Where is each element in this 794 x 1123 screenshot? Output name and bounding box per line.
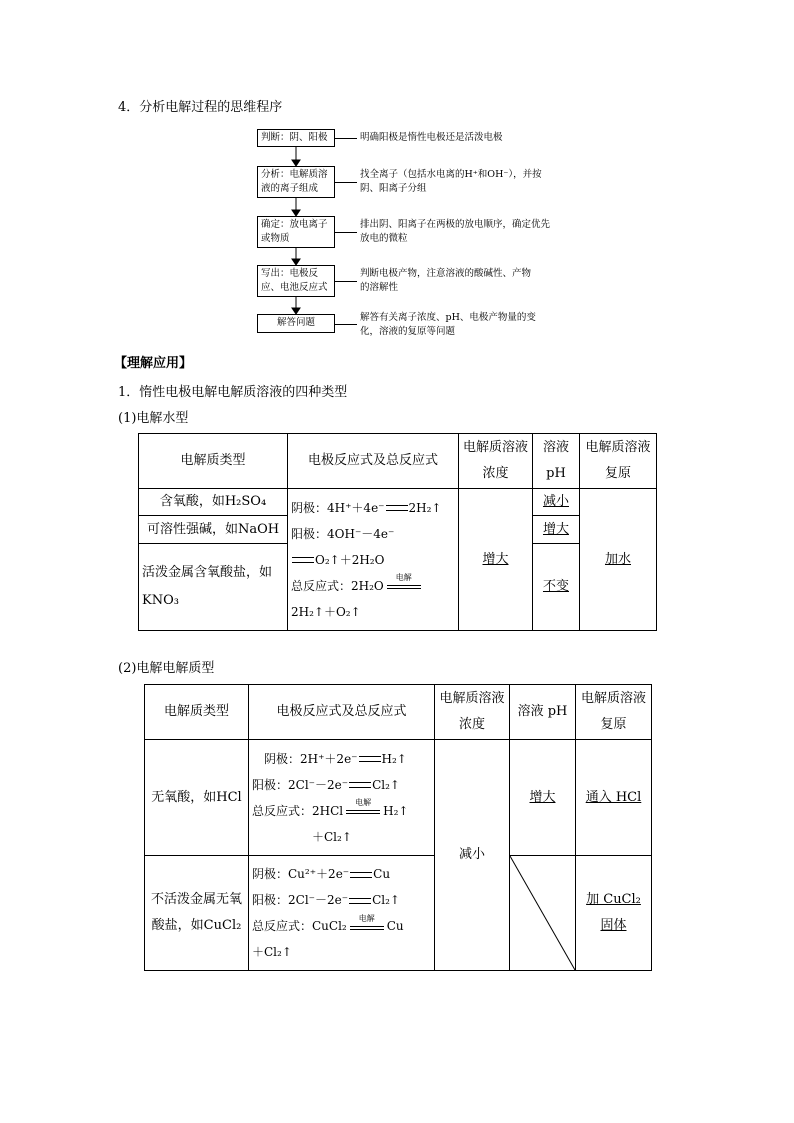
header-concentration: 电解质溶液浓度	[459, 434, 533, 489]
flow-connector	[335, 182, 357, 183]
header-type: 电解质类型	[145, 685, 249, 740]
equals-sign	[350, 872, 372, 878]
equation-cell	[249, 856, 435, 971]
flow-box-analyze: 分析：电解质溶液的离子组成	[257, 166, 335, 198]
table1-title: (1)电解水型	[118, 411, 189, 426]
total-product: H₂↑	[383, 803, 409, 818]
equation-cell	[249, 740, 435, 856]
header-equation: 电极反应式及总反应式	[249, 685, 435, 740]
header-restore: 电解质溶液复原	[580, 434, 657, 489]
question-title: 1．惰性电极电解电解质溶液的四种类型	[118, 385, 348, 400]
restore-line1: 加 CuCl₂	[586, 892, 641, 907]
total-equation: 总反应式：2H₂O	[291, 578, 384, 593]
restore-value: 通入 HCl	[576, 740, 652, 856]
anode-equation: 阳极：4OH⁻－4e⁻	[291, 526, 395, 541]
header-ph: 溶液 pH	[510, 685, 576, 740]
header-equation: 电极反应式及总反应式	[288, 434, 459, 489]
table-electrolyze-solute	[144, 684, 652, 971]
anode-product: Cl₂↑	[372, 893, 400, 907]
table-row-type: 含氧酸，如H₂SO₄	[139, 489, 288, 516]
apply-heading: 【理解应用】	[114, 356, 193, 371]
anode-product: O₂↑＋2H₂O	[315, 552, 385, 567]
restore-value	[576, 856, 652, 971]
header-restore: 电解质溶液复原	[576, 685, 652, 740]
flow-desc-judge: 明确阳极是惰性电极还是活泼电极	[360, 132, 503, 143]
header-type: 电解质类型	[139, 434, 288, 489]
table2-title: (2)电解电解质型	[118, 661, 215, 676]
header-concentration: 电解质溶液浓度	[435, 685, 510, 740]
header-ph: 溶液pH	[533, 434, 580, 489]
equals-sign	[349, 782, 371, 788]
flow-box-judge: 判断：阴、阳极	[257, 129, 335, 147]
table-row-type: 活泼金属含氧酸盐，如KNO₃	[139, 544, 288, 631]
flow-desc-solve: 解答有关离子浓度、pH、电极产物量的变化，溶液的复原等问题	[360, 312, 536, 337]
equation-cell	[288, 489, 459, 631]
electrolysis-condition: 电解	[346, 804, 380, 818]
flow-box-solve: 解答问题	[257, 314, 335, 333]
ph-value: 减小	[533, 489, 580, 516]
cathode-equation: 阴极：Cu²⁺＋2e⁻	[252, 867, 350, 881]
total-product: Cu	[386, 919, 404, 933]
flow-connector	[335, 324, 357, 325]
ph-value: 不变	[533, 544, 580, 631]
ph-empty-cell	[510, 856, 576, 971]
flow-desc-write: 判断电极产物，注意溶液的酸碱性、产物的溶解性	[360, 268, 532, 293]
equals-sign	[349, 898, 371, 904]
total-product-2: ＋Cl₂↑	[312, 829, 352, 844]
total-product: 2H₂↑＋O₂↑	[291, 604, 361, 619]
restore-value: 加水	[580, 489, 657, 631]
flow-box-write: 写出：电极反应、电池反应式	[257, 265, 335, 297]
anode-product: Cl₂↑	[372, 777, 400, 792]
section-title: 4．分析电解过程的思维程序	[118, 100, 283, 115]
table-electrolyze-water	[138, 433, 657, 631]
table-row-type: 无氧酸，如HCl	[145, 740, 249, 856]
total-equation: 总反应式：2HCl	[252, 803, 344, 818]
flow-connector	[335, 232, 357, 233]
anode-equation: 阳极：2Cl⁻－2e⁻	[252, 777, 349, 792]
cathode-equation: 阴极：4H⁺＋4e⁻	[291, 500, 385, 515]
electrolysis-condition: 电解	[387, 579, 421, 593]
equals-sign	[292, 557, 314, 563]
restore-line2: 固体	[600, 918, 627, 933]
equals-sign	[386, 505, 408, 511]
total-equation: 总反应式：CuCl₂	[252, 919, 347, 933]
flow-desc-analyze: 找全离子（包括水电离的H⁺和OH⁻），并按阴、阳离子分组	[360, 169, 542, 194]
ph-value: 增大	[510, 740, 576, 856]
table-row-type: 不活泼金属无氧酸盐，如CuCl₂	[145, 856, 249, 971]
ph-value: 增大	[533, 516, 580, 544]
flow-connector	[335, 138, 357, 139]
cathode-equation: 阴极：2H⁺＋2e⁻	[264, 751, 358, 766]
cathode-product: 2H₂↑	[408, 500, 442, 515]
equals-sign	[359, 756, 381, 762]
flow-box-determine: 确定：放电离子或物质	[257, 216, 335, 248]
cathode-product: H₂↑	[381, 751, 407, 766]
concentration-value: 减小	[435, 740, 510, 971]
electrolysis-condition: 电解	[350, 920, 384, 934]
cathode-product: Cu	[373, 867, 391, 881]
concentration-value: 增大	[459, 489, 533, 631]
total-product-2: ＋Cl₂↑	[252, 945, 292, 959]
diagonal-line	[510, 856, 575, 970]
flow-desc-determine: 排出阴、阳离子在两极的放电顺序，确定优先放电的微粒	[360, 219, 551, 244]
table-row-type: 可溶性强碱，如NaOH	[139, 516, 288, 544]
anode-equation: 阳极：2Cl⁻－2e⁻	[252, 893, 349, 907]
flow-connector	[335, 281, 357, 282]
